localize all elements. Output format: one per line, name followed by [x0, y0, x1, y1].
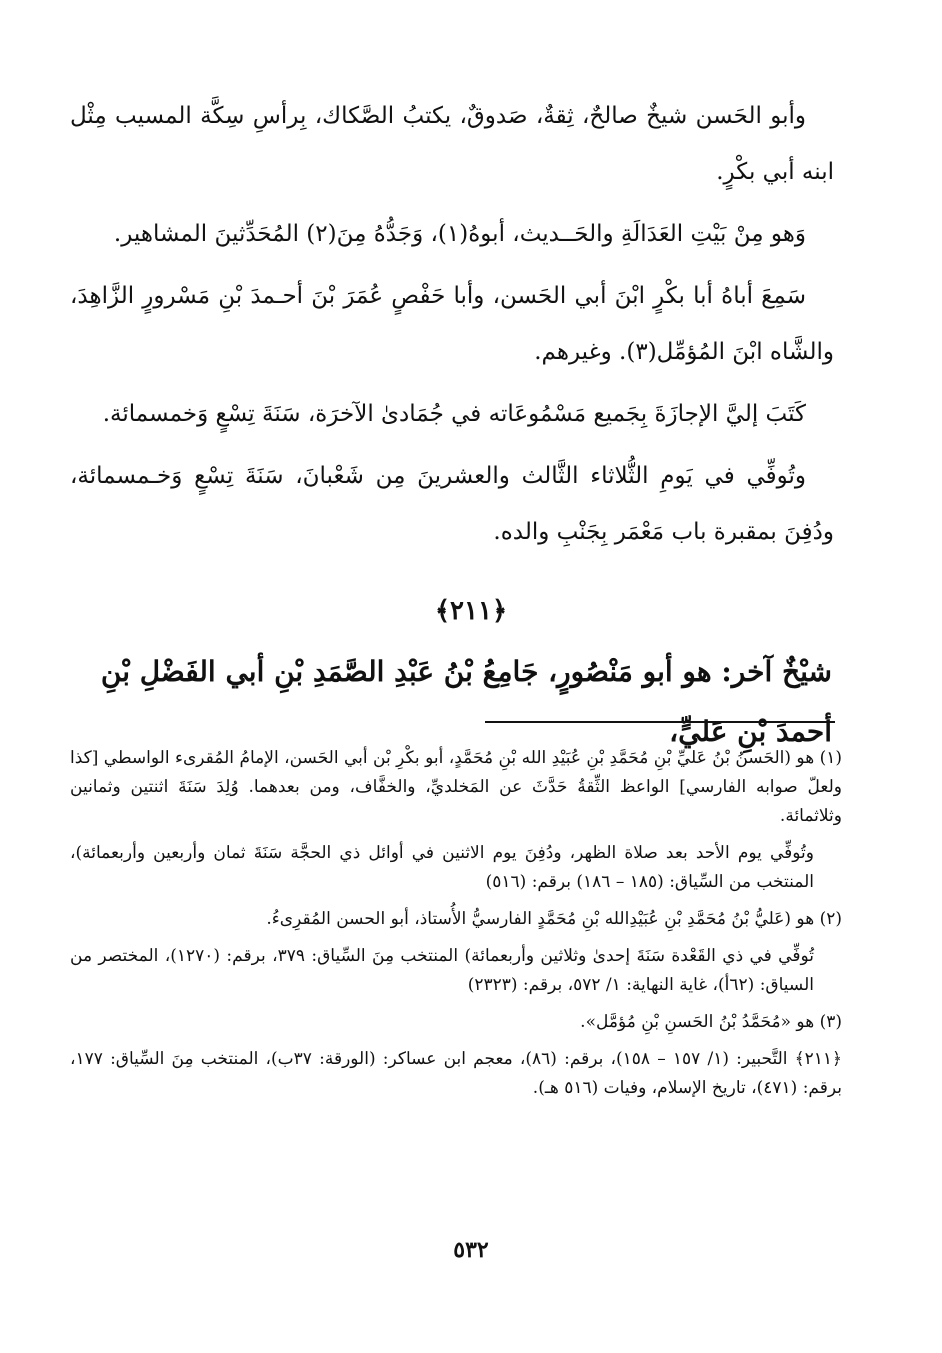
footnote: (١) هو (الحَسنُ بْنُ عَليِّ بْنِ مُحَمَّدِ بْنِ عُبَيْدِ الله بْنِ مُحَمَّدٍ، أبو بكْرِ بْن أبي الحَسن، الإمامُ المُقرىء الواسطي [كذا ولعلّ صوابه الفارسي] الواعظ الثِّقةُ حَدَّثَ عن المَخلديِّ، والخفَّاف، ومن بعدهما. وُلِدَ سَنَةَ اثنتين وثمانين وثلاثمائة.: [70, 748, 842, 826]
footnote-continuation: وتُوفِّي يوم الأحد بعد صلاة الظهر، ودُفِنَ يوم الاثنين في أوائل ذي الحجَّة سَنَةَ ثمان وأربعين وأربعمائة)، المنتخب من السِّياق: (١٨٥ – ١٨٦) برقم: (٥١٦): [70, 843, 814, 892]
paragraph: وتُوفِّي في يَومِ الثُّلاثاء الثَّالث والعشرينَ مِن شَعْبانَ، سَنَةَ تِسْعٍ وَخـمسمائة، ودُفِنَ بمقبرة باب مَعْمَر بِجَنْبِ والده.: [70, 463, 834, 545]
page-number: ٥٣٢: [453, 1237, 489, 1263]
paragraph: وأبو الحَسن شيخٌ صالحٌ، ثِقةٌ، صَدوقٌ، يكتبُ الصَّكاك، بِرأسِ سِكَّة المسيب مِثْل ابنه أبي بكْرٍ.: [70, 103, 834, 185]
entry-number: ﴿٢١١﴾: [434, 596, 508, 626]
footnotes: [70, 744, 842, 1111]
entry-heading: شيْخٌ آخر: هو أبو مَنْصُورٍ، جَامِعُ بْنُ عَبْدِ الصَّمَدِ بْنِ أبي الفَضْلِ بْنِ أحمدَ بْنِ عَليٍّ،: [100, 655, 832, 748]
paragraph: وَهو مِنْ بَيْتِ العَدَالَةِ والحَــديث، أبوهُ(١)، وَجَدُّهُ مِنَ(٢) المُحَدِّثينَ المشاهير.: [113, 221, 806, 247]
footnote: (٢) هو (عَليُّ بْنُ مُحَمَّدِ بْنِ عُبَيْدِالله بْنِ مُحَمَّدٍ الفارسيُّ الأُستاذ، أبو الحسن المُقرِىءُ.: [266, 909, 842, 929]
footnote: (٣) هو «مُحَمَّدُ بْنُ الحَسنِ بْنِ مُؤمَّل».: [580, 1012, 842, 1032]
footnote-divider: [485, 721, 835, 723]
main-text: [70, 88, 834, 566]
paragraph: كَتَبَ إليَّ الإجازَةَ بِجَميع مَسْمُوعَاته في جُمَادىٰ الآخرَة، سَنَةَ تِسْعٍ وَخمسمائة.: [102, 401, 806, 427]
footnote-continuation: تُوفِّي في ذي القَعْدة سَنَةَ إحدىٰ وثلاثين وأربعمائة) المنتخب مِنَ السِّياق: ٣٧٩، برقم: (١٢٧٠)، المختصر من السياق: (٦٢أ)، غاية النهاية: ١/ ٥٧٢، برقم: (٢٣٢٣): [70, 946, 814, 995]
source-note: ﴿٢١١﴾ التَّحبير: (١/ ١٥٧ – ١٥٨)، برقم: (٨٦)، معجم ابن عساكر: (الورقة: ٣٧ب)، المنتخب مِنَ السِّياق: ١٧٧، برقم: (٤٧١)، تاريخ الإسلام، وفيات (٥١٦ هـ).: [70, 1049, 842, 1098]
paragraph: سَمِعَ أباهُ أبا بكْرٍ ابْنَ أبي الحَسن، وأبا حَفْصٍ عُمَرَ بْنَ أحـمدَ بْنِ مَسْرورٍ الزَّاهِدَ، والشَّاه ابْنَ المُؤمِّل(٣). وغيرهم.: [70, 283, 834, 365]
